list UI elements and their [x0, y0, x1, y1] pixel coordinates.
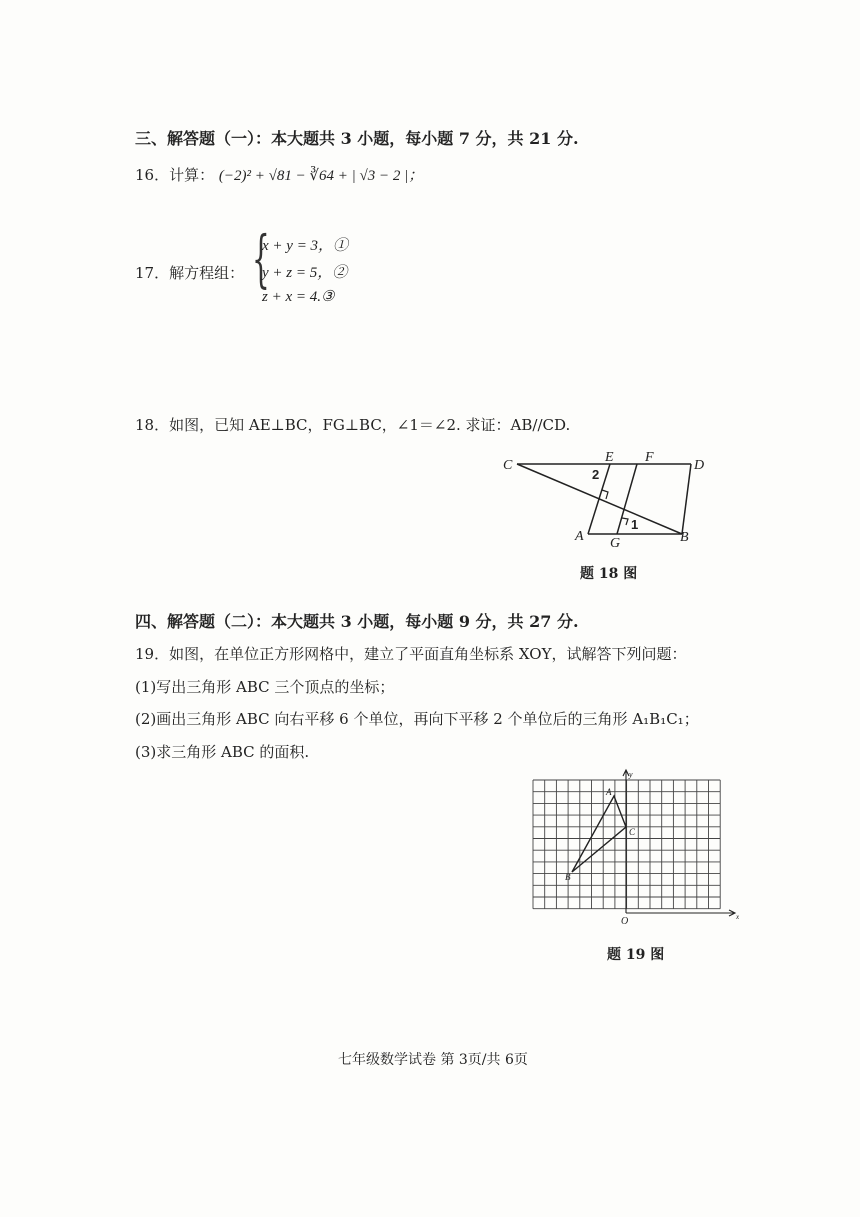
angle-label-1: 1 — [631, 517, 639, 532]
page-footer: 七年级数学试卷 第 3页/共 6页 — [338, 1052, 528, 1068]
point-label-d: D — [694, 458, 705, 473]
q19-part-3: (3)求三角形 ABC 的面积. — [135, 743, 310, 761]
q16-label: 16．计算： — [135, 166, 215, 184]
q18-figure — [495, 448, 715, 548]
grid-point-label-a: A — [606, 787, 612, 797]
point-label-e: E — [605, 450, 614, 465]
q17-equation-2: y + z = 5，② — [262, 265, 348, 281]
y-axis-label: y — [629, 770, 633, 779]
q19-part-2: (2)画出三角形 ABC 向右平移 6 个单位，再向下平移 2 个单位后的三角形 A₁B₁C₁； — [135, 710, 699, 728]
q19-caption: 题 19 图 — [607, 947, 665, 963]
grid-point-label-b: B — [565, 872, 571, 882]
q17-equation-1: x + y = 3，① — [262, 238, 349, 254]
point-label-a: A — [575, 529, 584, 544]
grid-point-label-c: C — [629, 827, 636, 837]
q16 — [135, 164, 423, 185]
angle-label-2: 2 — [592, 467, 600, 482]
q19-grid-figure — [525, 768, 745, 926]
origin-label: O — [621, 916, 629, 926]
q17-system — [252, 222, 382, 314]
q18-caption: 题 18 图 — [580, 566, 638, 582]
q19-intro: 19．如图，在单位正方形网格中，建立了平面直角坐标系 XOY，试解答下列问题： — [135, 645, 687, 663]
point-label-c: C — [503, 458, 513, 473]
section4-heading: 四、解答题（二）：本大题共 3 小题，每小题 9 分，共 27 分. — [135, 612, 579, 631]
point-label-b: B — [680, 530, 689, 545]
point-label-g: G — [610, 536, 621, 548]
q16-expression: (−2)² + √81 − ∛64 + | √3 − 2 |； — [218, 168, 424, 184]
q18-text: 18．如图，已知 AE⊥BC，FG⊥BC，∠1＝∠2. 求证：AB//CD. — [135, 416, 571, 434]
q17-equation-3: z + x = 4.③ — [262, 289, 335, 305]
q17-label: 17．解方程组： — [135, 264, 245, 282]
q19-part-1: (1)写出三角形 ABC 三个顶点的坐标； — [135, 678, 395, 696]
brace-icon: { — [252, 222, 270, 295]
point-label-f: F — [645, 450, 654, 465]
x-axis-label: x — [736, 913, 740, 921]
section3-heading: 三、解答题（一）：本大题共 3 小题，每小题 7 分，共 21 分. — [135, 129, 579, 148]
